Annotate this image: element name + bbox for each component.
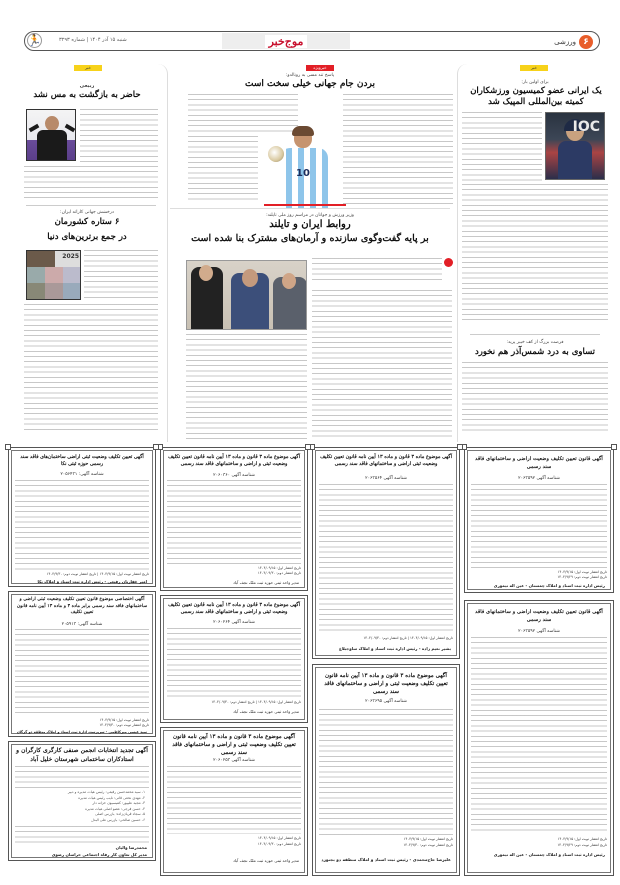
section-name: ورزشی [554,38,576,46]
divider [26,205,156,206]
logo-area [222,33,350,49]
article-body-left [186,334,307,440]
frame-corner [457,444,463,450]
article-headline: حاضر به بازگشت به مس نشد [33,90,141,100]
article-body-cont [24,166,158,202]
legal-notice: آگهی موضوع ماده ۳ قانون و ماده ۱۳ آیین نامه قانون تعیین تکلیف وضعیت ثبتی و اراضی و ساختمانهای فاقد سند رسمی شناسه آگهی ۲۰۶۰۳۶۰ تاریخ انتشار اول: ۱۴۰۴/۰۹/۱۵ تاریخ انتشار دوم: ۱۴۰۴/۰۹/۳۰ مدیر واحد ثبتی حوزه ثبت ملک نجف آباد [160,447,308,591]
officials-photo [186,260,307,330]
candidate-list: ۱- سید محمدحسن رفیعی: رئیس هیات مدیره و دبیر ۲- مهدی نخعی قانی: نایب رئیس هیات مدیره ۳- مجید علیپور: کمیسیون خزانه دار ۴- حسن فرجی: عضو اصلی هیات مدیره ۵- سجاد قربان‌زاده: بازرس اصلی ۶- حسین صالحی: بازرس علی البدل [67,790,145,822]
article-headline: بردن جام جهانی خیلی سخت است [245,79,375,89]
tag-news-right: خبر [520,65,548,71]
masthead [24,31,600,51]
frame-corner [305,444,311,450]
legal-notice: آگهی موضوع ماده ۳ قانون و ماده ۱۳ آیین نامه قانون تعیین تکلیف وضعیت ثبتی و اراضی و ساختمانهای فاقد سند رسمی شناسه آگهی ۲۰۶۰۲۶۴ تاریخ انتشار اول: ۱۴۰۴/۰۹/۱۵ | تاریخ انتشار دوم: ۱۴۰۴/۰۹/۳۰ مدیر واحد ثبتی حوزه ثبت ملک نجف آباد [160,595,308,723]
article-body [80,109,158,163]
article-body-right [312,290,452,440]
tag-news-left: خبر [74,65,102,71]
article-body-cont [462,184,608,322]
legal-notice: آگهی قانون تعیین تکلیف وضعیت اراضی و ساختمانهای فاقد سند رسمی شناسه آگهی ۲۰۶۳۵۹۲ تاریخ انتشار نوبت اول: ۱۴۰۴/۹/۱۵ تاریخ انتشار نوبت دوم: ۱۴۰۴/۹/۲۹ رئیس اداره ثبت اسناد و املاک چمستان - عین اله تیموری [464,447,614,593]
article-headline-2: بر پایه گفت‌وگوی سازنده و آرمان‌های مشترک بنا شده است [191,233,429,244]
legal-notice: آگهی موضوع ماده ۳ قانون و ماده ۱۳ آیین نامه قانون تعیین تکلیف وضعیت ثبتی و اراضی و ساختمانهای فاقد سند رسمی شناسه آگهی ۲۰۶۳۶۹۵ تاریخ انتشار نوبت اول: ۱۴۰۴/۹/۱۵ تاریخ انتشار نوبت دوم: ۱۴۰۴/۹/۳۰ علیرضا حاج‌محمدی - رئیس ثبت اسناد و املاک منطقه دو بجنورد [312,664,460,876]
article-body-left [188,136,258,202]
page-number-badge: ۶ [579,35,593,49]
article-body [84,250,158,300]
article-kicker: پاسخ تند مسی به رونالدو: [285,73,335,78]
legal-notice: آگهی قانون تعیین تکلیف وضعیت اراضی و ساختمانهای فاقد سند رسمی شناسه آگهی ۲۰۶۳۵۹۲ تاریخ انتشار نوبت اول: ۱۴۰۴/۹/۱۵ تاریخ انتشار نوبت دوم: ۱۴۰۴/۹/۲۹ رئیس اداره ثبت اسناد و املاک چمستان - عین اله تیموری [464,600,614,876]
legal-notice: آگهی موضوع ماده ۳ قانون و ماده ۱۳ آیین نامه قانون تعیین تکلیف وضعیت ثبتی و اراضی و ساختمانهای فاقد سند رسمی شناسه آگهی ۲۰۶۰۲۵۳ تاریخ انتشار اول: ۱۴۰۴/۰۹/۱۵ تاریخ انتشار دوم: ۱۴۰۴/۰۹/۳۰ مدیر واحد ثبتی حوزه ثبت ملک نجف آباد [160,727,308,876]
legal-notice: آگهی موضوع ماده ۳ قانون و ماده ۱۳ آیین نامه قانون تعیین تکلیف وضعیت ثبتی اراضی و ساختمانهای فاقد سند رسمی شناسه آگهی ۲۰۶۳۵۶۴ تاریخ انتشار اول: ۱۴۰۴/۰۹/۱۵ | تاریخ انتشار دوم: ۱۴۰۴/۰۹/۳۰ بشیر نعیم زاده - رئیس اداره ثبت اسناد و املاک ساوجبلاغ [312,447,460,659]
bullet-icon [444,258,453,267]
article-body-cont [24,304,158,432]
section-label [554,34,593,50]
article-body [462,362,608,432]
article-kicker: درخشش جهانی کاراته ایران: [60,210,114,215]
issue-date: شنبه ۱۵ آذر ۱۴۰۴ | شماره ۳۲۹۳ [59,37,127,43]
athlete-photo: IOC [545,112,605,180]
frame-corner [153,444,159,450]
article-lead [312,258,442,284]
newspaper-logo: موج‌خبر [265,35,308,48]
tag-special-news: خبرویژه [306,65,334,71]
legal-notice: آگهی تعیین تکلیف وضعیت ثبتی اراضی ساختمان‌های فاقد سند رسمی حوزه ثبتی نکا شناسه آگهی: ۲۰۵۶۴۳۱ تاریخ انتشار نوبت اول: ۱۴۰۴/۹/۱۵ | تاریخ انتشار نوبت دوم: ۱۴۰۴/۹/۳۰ امیر غفاریان رفیعی - رئیس اداره ثبت اسناد و املاک نکا [8,447,156,587]
legal-notice: آگهی اختصاصی موضوع قانون تعیین تکلیف وضعیت ثبتی اراضی و ساختمانهای فاقد سند رسمی برابر ماده ۳ و ماده ۱۳ آیین نامه قانون تعیین تکلیف شناسه آگهی: ۲۰۵۹۱۳ تاریخ انتشار نوبت اول: ۱۴۰۴/۹/۱۵ تاریخ انتشار نوبت دوم: ۱۴۰۴/۹/۳۰ سید عیسی میرکاظمی - سرپرست اداره ثبت اسناد و املاک منطقه دو گرگان [8,591,156,737]
red-underline [264,204,346,206]
messi-photo: 10 [270,128,342,208]
article-headline-1: روابط ایران و تایلند [269,219,351,230]
coach-photo [26,109,76,161]
running-man-icon: 🏃 [27,34,42,47]
article-body-right [343,94,453,204]
article-headline: تساوی به درد شمس‌آذر هم نخورد [474,347,596,357]
legal-notice: آگهی تجدید انتخابات انجمن صنفی کارگری کارگران و استادکاران ساختمانی شهرستان خلیل آباد ۱- سید محمدحسن رفیعی: رئیس هیات مدیره و دبیر ۲- مهدی نخعی قانی: نایب رئیس هیات مدیره ۳- مجید علیپور: کمیسیون خزانه دار ۴- حسن فرجی: عضو اصلی هیات مدیره ۵- سجاد قربان‌زاده: بازرس اصلی ۶- حسین صالحی: بازرس علی البدل محمدرضا والیان مدیر کل تعاون کار رفاه اجتماعی خراسان رضوی [8,741,156,861]
frame-corner [5,444,11,450]
frame-corner [611,444,617,450]
article-headline-2: در جمع برترین‌های دنیا [47,232,127,242]
article-headline-1: ۶ ستاره کشورمان [54,217,120,227]
article-kicker: ربیعی [79,83,95,89]
article-headline: یک ایرانی عضو کمیسیون ورزشکاران کمیته بین‌المللی المپیک شد [470,86,602,107]
karate-collage-photo: 2025 [26,250,81,300]
divider [470,334,600,335]
article-kicker: فرصت بزرگ از کف خیبر پرید: [506,340,564,345]
article-kicker: برای اولین بار: [521,80,549,85]
article-body [462,112,542,182]
article-kicker: وزیر ورزش و جوانان در مراسم روز ملی تایلند: [266,213,354,218]
divider [170,208,450,209]
